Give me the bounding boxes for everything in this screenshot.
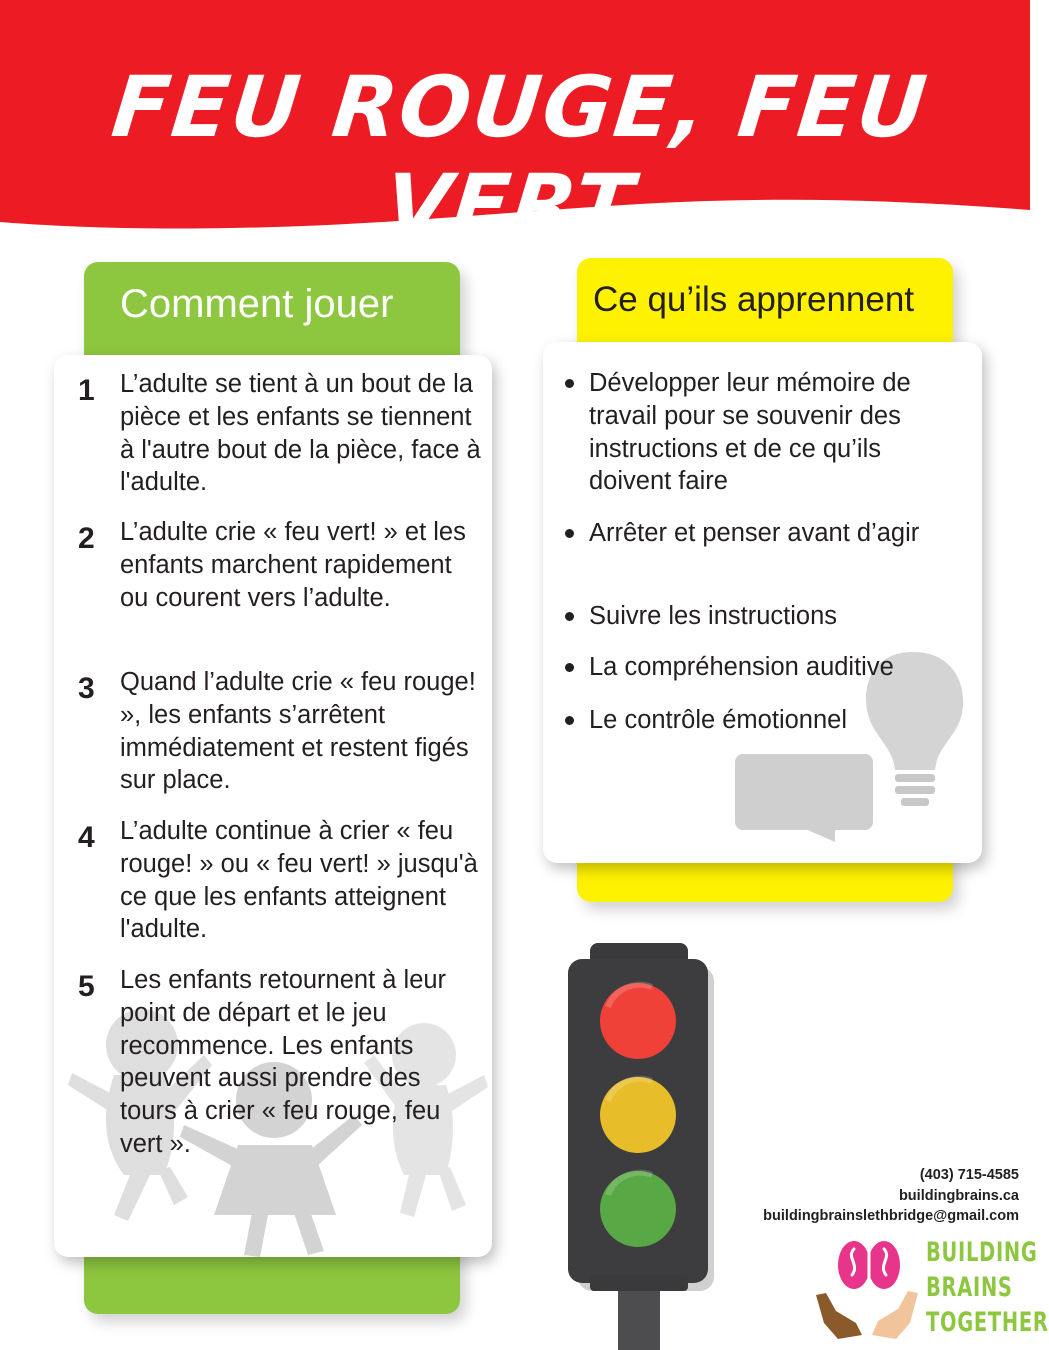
bullet-icon [565,379,574,388]
green-light [600,1171,676,1247]
red-light [600,983,676,1059]
step-number: 1 [78,374,95,407]
contact-website: buildingbrains.ca [898,1187,1019,1204]
bullet-icon [565,716,574,725]
step-text: L’adulte continue à crier « feu rouge! » ou « feu vert! » jusqu'à ce que les enfants atteignent l'adulte. [120,817,478,944]
learn-text: Le contrôle émotionnel [589,706,848,734]
step-text: L’adulte crie « feu vert! » et les enfants marchent rapidement ou courent vers l’adulte. [120,518,466,612]
how-to-play-heading: Comment jouer [120,282,394,326]
learn-text: La compréhension auditive [589,653,894,681]
yellow-light [600,1077,676,1153]
learn-text: Suivre les instructions [589,602,838,630]
contact-phone: (403) 715-4585 [919,1167,1019,1183]
step-number: 3 [78,672,95,705]
header-banner [0,0,1030,254]
step-text: Les enfants retournent à leur point de départ et le jeu recommence. Les enfants peuvent aussi prendre des tours à crier « feu rouge, feu vert ». [120,966,447,1158]
building-brains-logo [812,1235,1049,1343]
logo-line: TOGETHER [926,1307,1049,1338]
brain-icon [838,1241,900,1293]
step-number: 4 [78,821,95,854]
brain-hands-icon [812,1235,922,1343]
traffic-light-icon [560,935,720,1350]
step-number: 5 [78,970,95,1003]
speech-bubble-icon [735,754,873,842]
logo-text [926,1235,1049,1340]
bullet-icon [565,663,574,672]
logo-line: BRAINS [926,1272,1013,1303]
step-text: Quand l’adulte crie « feu rouge! », les enfants s’arrêtent immédiatement et restent figés sur place. [120,668,476,795]
step-number: 2 [78,522,95,555]
what-they-learn-heading: Ce qu’ils apprennent [593,280,915,319]
logo-line: BUILDING [926,1237,1038,1268]
learn-text: Développer leur mémoire de travail pour se souvenir des instructions et de ce qu’ils doivent faire [589,369,911,496]
step-text: L’adulte se tient à un bout de la pièce et les enfants se tiennent à l'autre bout de la pièce, face à l'adulte. [120,370,481,497]
contact-info [763,1165,1019,1227]
learn-text: Arrêter et penser avant d’agir [589,519,920,547]
page-title: FEU ROUGE, FEU VERT [107,58,933,254]
contact-email: buildingbrainslethbridge@gmail.com [763,1208,1019,1224]
bullet-icon [565,612,574,621]
bullet-icon [565,529,574,538]
